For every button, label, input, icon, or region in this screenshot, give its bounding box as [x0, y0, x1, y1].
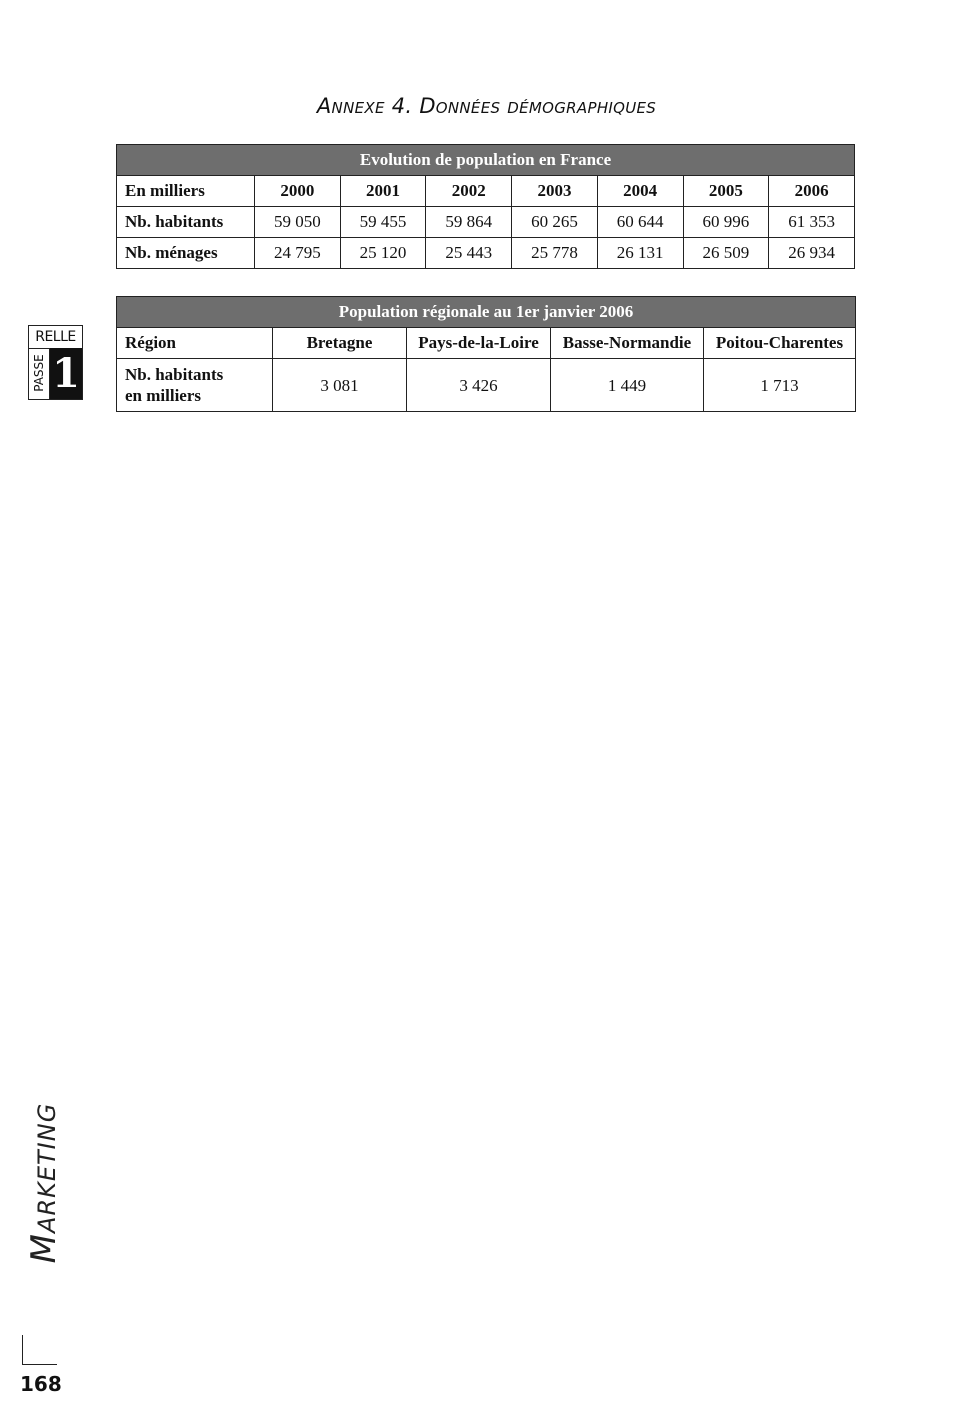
logo-top-text: RELLE	[29, 326, 82, 349]
logo-number: 1	[50, 348, 82, 399]
table-row	[117, 359, 856, 412]
table-cell: 26 934	[769, 238, 855, 269]
header-cell-year: 2002	[426, 176, 512, 207]
passerelle-logo	[28, 325, 83, 400]
header-cell-region: Basse-Normandie	[551, 328, 704, 359]
table-row	[117, 207, 855, 238]
table-cell: 1 713	[704, 359, 856, 412]
header-cell-region: Poitou-Charentes	[704, 328, 856, 359]
table-cell: 26 131	[597, 238, 683, 269]
table-cell: 25 120	[340, 238, 426, 269]
table-caption: Population régionale au 1er janvier 2006	[117, 297, 856, 328]
side-chapter-title: Marketing	[24, 1102, 64, 1264]
regional-population-table	[116, 296, 856, 412]
table-cell: 59 050	[255, 207, 341, 238]
header-cell: Région	[117, 328, 273, 359]
header-cell-region: Bretagne	[273, 328, 407, 359]
row-label: Nb. habitants	[117, 207, 255, 238]
table-cell: 59 455	[340, 207, 426, 238]
logo-side-text: PASSE	[32, 354, 46, 392]
header-cell-year: 2003	[512, 176, 598, 207]
table-cell: 24 795	[255, 238, 341, 269]
table-row	[117, 238, 855, 269]
table-cell: 60 996	[683, 207, 769, 238]
header-cell-year: 2006	[769, 176, 855, 207]
table-cell: 59 864	[426, 207, 512, 238]
row-label: Nb. ménages	[117, 238, 255, 269]
table-cell: 3 081	[273, 359, 407, 412]
header-cell-year: 2000	[255, 176, 341, 207]
header-cell-year: 2001	[340, 176, 426, 207]
header-cell-year: 2005	[683, 176, 769, 207]
row-label-line: Nb. habitants	[125, 365, 224, 384]
table-cell: 25 443	[426, 238, 512, 269]
france-population-table	[116, 144, 855, 269]
row-label	[117, 359, 273, 412]
table-cell: 60 644	[597, 207, 683, 238]
page-heading: Annexe 4. Données démographiques	[316, 94, 657, 118]
table-cell: 1 449	[551, 359, 704, 412]
header-cell: En milliers	[117, 176, 255, 207]
table-cell: 25 778	[512, 238, 598, 269]
header-cell-region: Pays-de-la-Loire	[407, 328, 551, 359]
table-cell: 26 509	[683, 238, 769, 269]
table-caption: Evolution de population en France	[117, 145, 855, 176]
logo-side	[29, 348, 50, 399]
table-cell: 3 426	[407, 359, 551, 412]
table-cell: 61 353	[769, 207, 855, 238]
header-cell-year: 2004	[597, 176, 683, 207]
row-label-line: en milliers	[125, 386, 202, 405]
page-number: 168	[20, 1372, 62, 1396]
corner-mark	[22, 1335, 23, 1365]
corner-mark	[22, 1364, 57, 1365]
table-cell: 60 265	[512, 207, 598, 238]
